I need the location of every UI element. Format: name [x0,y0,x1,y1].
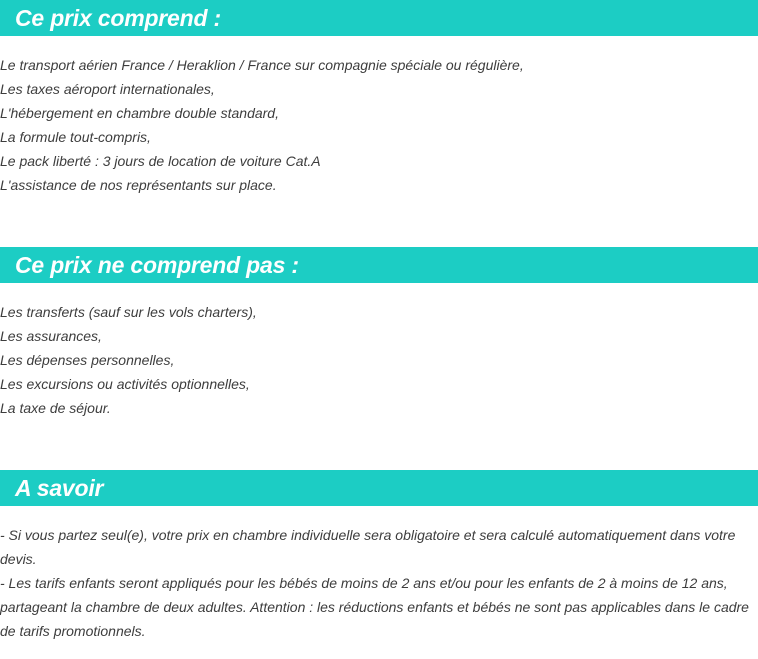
list-item: La formule tout-compris, [0,129,151,145]
info-paragraph: - Les tarifs enfants seront appliqués pour les bébés de moins de 2 ans et/ou pour les enfants de 2 à moins de 12 ans, partageant la chambre de deux adultes. Attention : les réductions enfants et bébés ne sont pas applicables dans le cadre de tarifs promotionnels. [0,575,749,639]
section-title: A savoir [15,475,104,501]
list-item: L'hébergement en chambre double standard, [0,105,279,121]
list-item: Les taxes aéroport internationales, [0,81,215,97]
section-included [0,0,758,197]
section-title: Ce prix comprend : [15,5,221,31]
section-header [0,470,758,506]
section-good-to-know [0,470,758,643]
list-item: La taxe de séjour. [0,400,111,416]
section-body [0,506,758,643]
section-header [0,0,758,36]
list-item: Le pack liberté : 3 jours de location de voiture Cat.A [0,153,321,169]
list-item: Les excursions ou activités optionnelles, [0,376,250,392]
section-body [0,36,758,197]
section-body [0,283,758,420]
info-paragraph: - Si vous partez seul(e), votre prix en chambre individuelle sera obligatoire et sera calculé automatiquement dans votre devis. [0,527,736,567]
section-title: Ce prix ne comprend pas : [15,252,299,278]
section-not-included [0,247,758,420]
list-item: Les dépenses personnelles, [0,352,175,368]
list-item: L'assistance de nos représentants sur place. [0,177,277,193]
list-item: Les transferts (sauf sur les vols charters), [0,304,257,320]
list-item: Le transport aérien France / Heraklion / France sur compagnie spéciale ou régulière, [0,57,524,73]
section-header [0,247,758,283]
list-item: Les assurances, [0,328,102,344]
